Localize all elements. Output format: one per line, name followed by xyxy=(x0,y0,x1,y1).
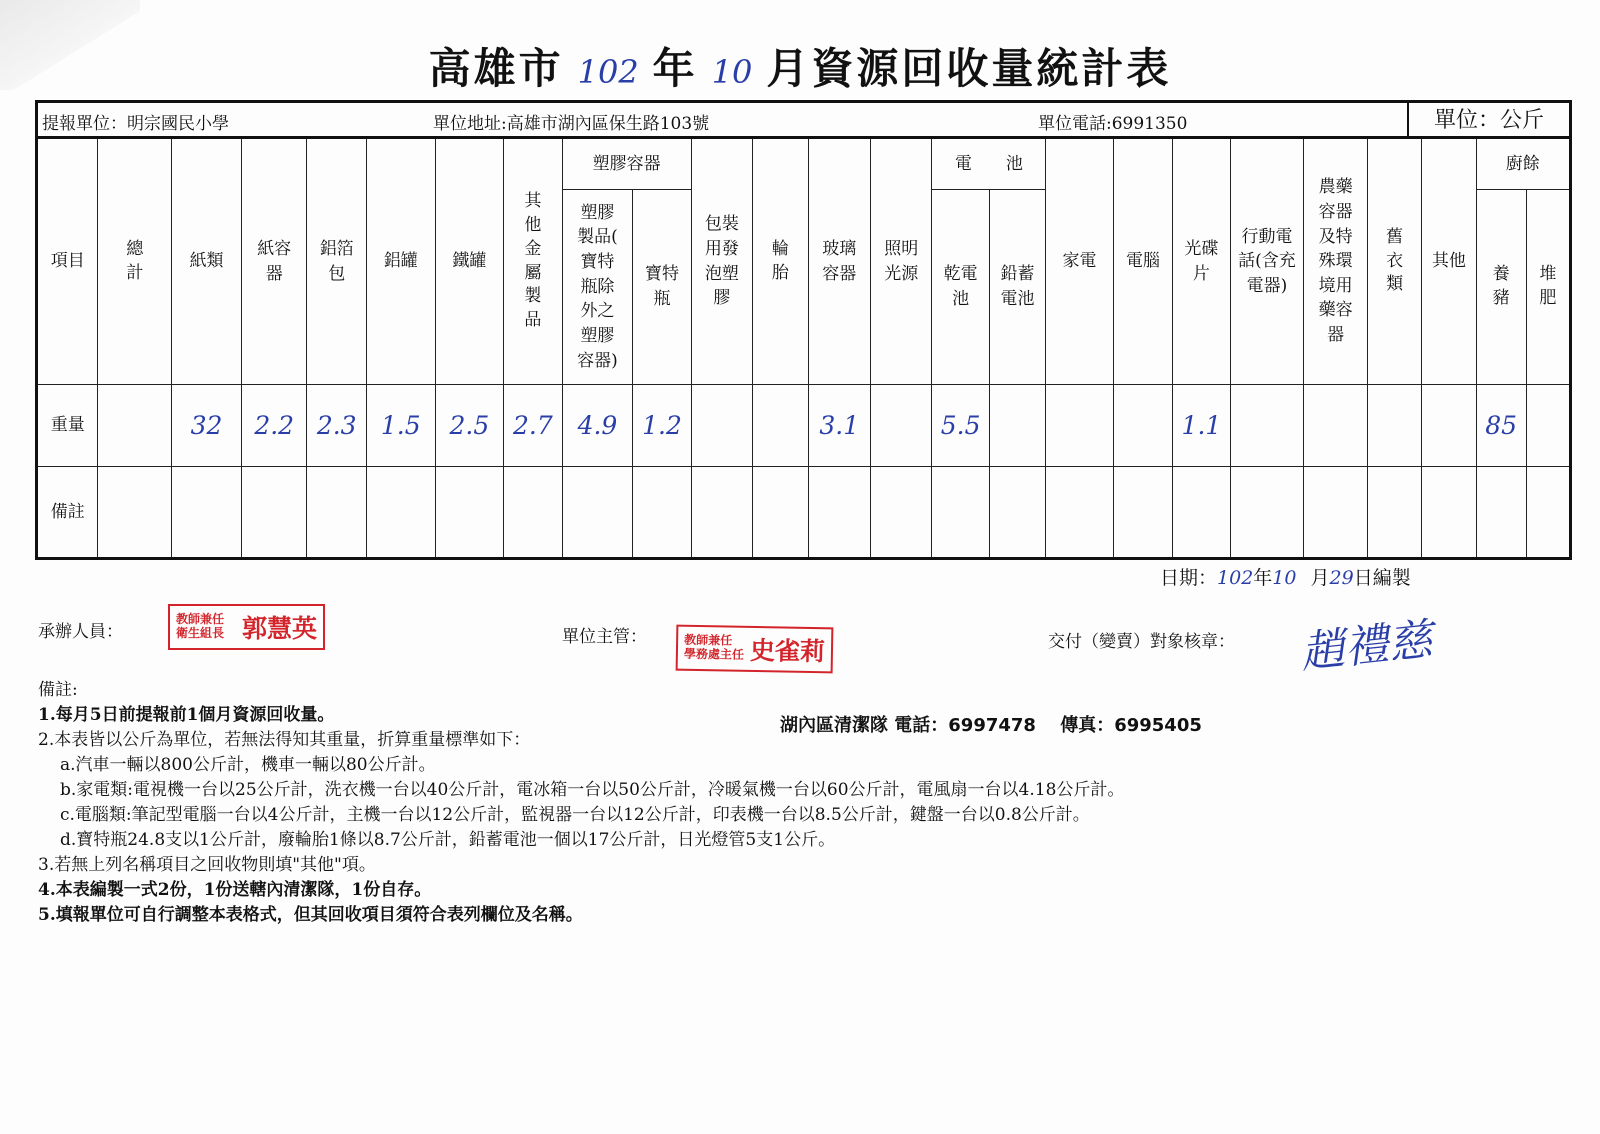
note-4: 4.本表編製一式2份，1份送轄內清潔隊，1份自存。 xyxy=(38,880,432,900)
remark-cell[interactable] xyxy=(932,467,989,559)
note-3: 3.若無上列名稱項目之回收物則填"其他"項。 xyxy=(38,855,376,875)
weight-cell[interactable]: 2.2 xyxy=(241,385,307,467)
note-2: 2.本表皆以公斤為單位，若無法得知其重量，折算重量標準如下： xyxy=(38,730,531,750)
title-year-handwritten: 102 xyxy=(577,53,639,91)
remark-cell[interactable] xyxy=(435,467,504,559)
buyer-signature: 趙禮慈 xyxy=(1298,614,1435,679)
head-glass: 玻璃容器 xyxy=(808,138,871,385)
head-mobile: 行動電話(含充電器) xyxy=(1230,138,1304,385)
weight-cell[interactable] xyxy=(989,385,1045,467)
head-compost: 堆肥 xyxy=(1526,190,1570,385)
note-2d: d.寶特瓶24.8支以1公斤計，廢輪胎1條以8.7公斤計，鉛蓄電池一個以17公斤計，日光燈管5支1公斤。 xyxy=(60,830,836,850)
remark-cell[interactable] xyxy=(1422,467,1476,559)
weight-cell[interactable] xyxy=(871,385,932,467)
table-row xyxy=(37,385,1571,467)
remark-cell[interactable] xyxy=(1304,467,1368,559)
head-pesticide: 農藥容器及特殊環境用藥容器 xyxy=(1304,138,1368,385)
weight-cell[interactable] xyxy=(753,385,808,467)
remark-cell[interactable] xyxy=(504,467,562,559)
header-address: 單位地址:高雄市湖內區保生路103號 xyxy=(433,114,710,134)
head-clothes: 舊衣類 xyxy=(1367,138,1421,385)
weight-cell[interactable]: 2.7 xyxy=(504,385,562,467)
supervisor-stamp: 教師兼任 學務處主任 史雀莉 xyxy=(676,625,834,674)
weight-cell[interactable] xyxy=(1304,385,1368,467)
weight-cell[interactable]: 4.9 xyxy=(562,385,633,467)
handler-stamp: 教師兼任 衛生組長 郭慧英 xyxy=(168,604,325,650)
table-row xyxy=(37,467,1571,559)
date-day: 29 xyxy=(1329,567,1354,589)
remark-cell[interactable] xyxy=(1230,467,1304,559)
remark-cell[interactable] xyxy=(241,467,307,559)
remark-cell[interactable] xyxy=(98,467,172,559)
title-month-handwritten: 10 xyxy=(711,53,753,91)
head-iron-can: 鐵罐 xyxy=(435,138,504,385)
cleaning-team-contact: 湖內區清潔隊 電話：6997478 傳真：6995405 xyxy=(780,715,1202,736)
weight-cell[interactable] xyxy=(1230,385,1304,467)
recycling-table xyxy=(35,136,1572,560)
date-month: 10 xyxy=(1272,567,1297,589)
head-foam: 包裝用發泡塑膠 xyxy=(691,138,752,385)
row-label-remark: 備註 xyxy=(37,467,98,559)
weight-cell[interactable] xyxy=(1046,385,1114,467)
head-paper-container: 紙容器 xyxy=(241,138,307,385)
head-other: 其他 xyxy=(1422,138,1476,385)
title-city: 高雄市 xyxy=(428,44,564,93)
handler-label: 承辦人員： xyxy=(38,622,123,642)
head-item: 項目 xyxy=(37,138,98,385)
head-kitchen-group: 廚餘 xyxy=(1476,138,1570,190)
weight-cell[interactable] xyxy=(98,385,172,467)
page-title xyxy=(0,36,1600,96)
head-pig-feed: 養豬 xyxy=(1476,190,1526,385)
weight-cell[interactable]: 5.5 xyxy=(932,385,989,467)
title-suffix: 月資源回收量統計表 xyxy=(766,44,1172,93)
head-lighting: 照明光源 xyxy=(871,138,932,385)
header-bar xyxy=(35,100,1572,138)
weight-cell[interactable] xyxy=(1367,385,1421,467)
title-year-suffix: 年 xyxy=(652,44,698,93)
remark-cell[interactable] xyxy=(1173,467,1230,559)
header-unit: 提報單位：明宗國民小學 xyxy=(42,114,229,134)
weight-cell[interactable]: 32 xyxy=(172,385,242,467)
note-2a: a.汽車一輛以800公斤計，機車一輛以80公斤計。 xyxy=(60,755,436,775)
head-paper: 紙類 xyxy=(172,138,242,385)
remark-cell[interactable] xyxy=(1476,467,1526,559)
head-appliance: 家電 xyxy=(1046,138,1114,385)
head-pet: 寶特瓶 xyxy=(633,190,691,385)
head-battery-group: 電 池 xyxy=(932,138,1046,190)
weight-cell[interactable]: 3.1 xyxy=(808,385,871,467)
note-2c: c.電腦類:筆記型電腦一台以4公斤計，主機一台以12公斤計，監視器一台以12公斤計，印表機一台以8.5公斤計，鍵盤一台以0.8公斤計。 xyxy=(60,805,1090,825)
head-other-metal: 其他金屬製品 xyxy=(504,138,562,385)
head-computer: 電腦 xyxy=(1113,138,1172,385)
remark-cell[interactable] xyxy=(691,467,752,559)
compile-date: 日期：102年10 月29日編製 xyxy=(1160,567,1411,589)
head-al-can: 鋁罐 xyxy=(366,138,435,385)
date-year: 102 xyxy=(1217,567,1254,589)
remark-cell[interactable] xyxy=(1367,467,1421,559)
row-label-weight: 重量 xyxy=(37,385,98,467)
remark-cell[interactable] xyxy=(1046,467,1114,559)
weight-cell[interactable] xyxy=(1422,385,1476,467)
remark-cell[interactable] xyxy=(366,467,435,559)
remark-cell[interactable] xyxy=(808,467,871,559)
weight-cell[interactable]: 2.5 xyxy=(435,385,504,467)
weight-cell[interactable]: 1.1 xyxy=(1173,385,1230,467)
weight-cell[interactable] xyxy=(691,385,752,467)
unit-label: 單位：公斤 xyxy=(1407,103,1569,138)
head-lead-battery: 鉛蓄電池 xyxy=(989,190,1045,385)
head-disc: 光碟片 xyxy=(1173,138,1230,385)
head-foil-pack: 鋁箔包 xyxy=(307,138,366,385)
remark-cell[interactable] xyxy=(172,467,242,559)
head-plastic-group: 塑膠容器 xyxy=(562,138,691,190)
head-dry-battery: 乾電池 xyxy=(932,190,989,385)
weight-cell[interactable]: 1.5 xyxy=(366,385,435,467)
notes-heading: 備註: xyxy=(38,680,78,700)
remark-cell[interactable] xyxy=(1526,467,1570,559)
remark-cell[interactable] xyxy=(871,467,932,559)
header-phone: 單位電話:6991350 xyxy=(1038,114,1188,134)
weight-cell[interactable]: 85 xyxy=(1476,385,1526,467)
buyer-label: 交付（變賣）對象核章： xyxy=(1048,632,1235,652)
head-tire: 輪胎 xyxy=(753,138,808,385)
note-1: 1.每月5日前提報前1個月資源回收量。 xyxy=(38,705,335,725)
remark-cell[interactable] xyxy=(1113,467,1172,559)
remark-cell[interactable] xyxy=(562,467,633,559)
head-plastic-other: 塑膠製品(寶特瓶除外之塑膠容器) xyxy=(562,190,633,385)
weight-cell[interactable] xyxy=(1526,385,1570,467)
remark-cell[interactable] xyxy=(633,467,691,559)
note-2b: b.家電類:電視機一台以25公斤計，洗衣機一台以40公斤計，電冰箱一台以50公斤計，冷暖氣機一台以60公斤計，電風扇一台以4.18公斤計。 xyxy=(60,780,1125,800)
supervisor-label: 單位主管： xyxy=(562,627,647,647)
head-total: 總計 xyxy=(98,138,172,385)
weight-cell[interactable] xyxy=(1113,385,1172,467)
note-5: 5.填報單位可自行調整本表格式，但其回收項目須符合表列欄位及名稱。 xyxy=(38,905,583,925)
remark-cell[interactable] xyxy=(307,467,366,559)
remark-cell[interactable] xyxy=(989,467,1045,559)
weight-cell[interactable]: 2.3 xyxy=(307,385,366,467)
remark-cell[interactable] xyxy=(753,467,808,559)
weight-cell[interactable]: 1.2 xyxy=(633,385,691,467)
